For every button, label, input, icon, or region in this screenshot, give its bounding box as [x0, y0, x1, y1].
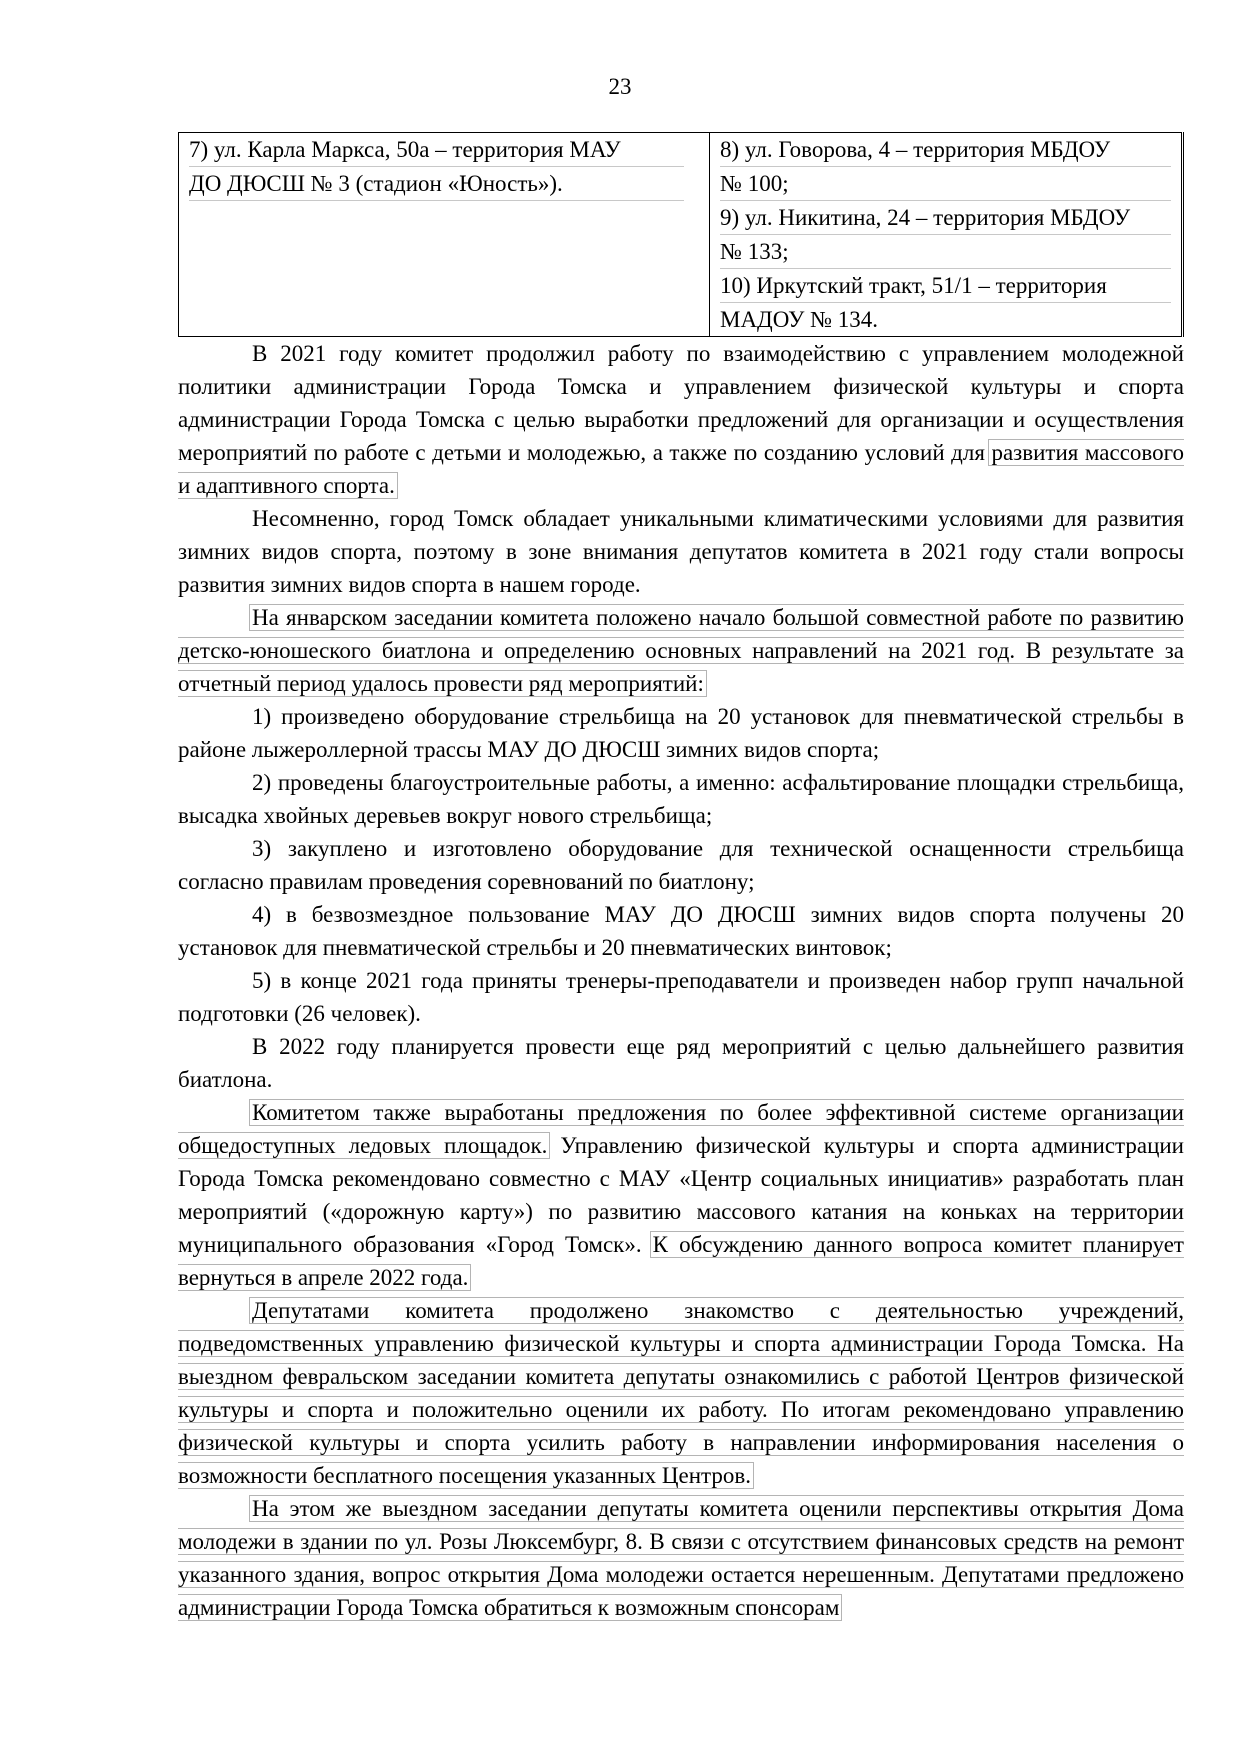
highlighted-text: На январском заседании комитета положено начало большой совместной работе по развитию детско-юношеского биатлона и определению основных направлений на 2021 год. В результате за отчетный период удалось провести ряд мероприятий: [178, 605, 1184, 696]
paragraph: В 2022 году планируется провести еще ряд мероприятий с целью дальнейшего развития биатлона. [178, 1034, 1184, 1092]
list-item: 1) произведено оборудование стрельбища на 20 установок для пневматической стрельбы в районе лыжероллерной трассы МАУ ДО ДЮСШ зимних видов спорта; [178, 704, 1184, 762]
address-table-right-cell [710, 133, 1183, 337]
address-line: 8) ул. Говорова, 4 – территория МБДОУ [720, 133, 1171, 167]
list-item: 4) в безвозмездное пользование МАУ ДО ДЮСШ зимних видов спорта получены 20 установок для пневматической стрельбы и 20 пневматических винтовок; [178, 902, 1184, 960]
address-line: МАДОУ № 134. [720, 307, 879, 332]
list-item: 3) закуплено и изготовлено оборудование для технической оснащенности стрельбища согласно правилам проведения соревнований по биатлону; [178, 836, 1184, 894]
address-line: 10) Иркутский тракт, 51/1 – территория [720, 269, 1171, 303]
address-line: ДО ДЮСШ № 3 (стадион «Юность»). [189, 167, 684, 201]
address-line: 9) ул. Никитина, 24 – территория МБДОУ [720, 201, 1171, 235]
highlighted-text: На этом же выездном заседании депутаты комитета оценили перспективы открытия Дома молодежи в здании по ул. Розы Люксембург, 8. В связи с отсутствием финансовых средств на ремонт указанного здания, вопрос открытия Дома молодежи остается нерешенным. Депутатами предложено администрации Города Томска обратиться к возможным спонсорам [178, 1496, 1184, 1620]
highlighted-text: развития массового и адаптивного спорта. [178, 440, 1184, 498]
address-line: № 133; [720, 235, 1171, 269]
address-line: 7) ул. Карла Маркса, 50а – территория МАУ [189, 133, 684, 167]
highlighted-text: Комитетом также выработаны предложения по более эффективной системе организации общедоступных ледовых площадок. [178, 1100, 1184, 1158]
paragraph-text: Управлению физической культуры и спорта администрации Города Томска рекомендовано совместно с МАУ «Центр социальных инициатив» разработать план мероприятий («дорожную карту») по развитию массового катания на коньках на территории муниципального образования «Город Томск». [178, 1133, 1184, 1257]
address-table [178, 132, 1184, 337]
paragraph [178, 601, 1184, 700]
address-table-left-cell [179, 133, 710, 337]
list-item: 5) в конце 2021 года приняты тренеры-преподаватели и произведен набор групп начальной подготовки (26 человек). [178, 968, 1184, 1026]
paragraph-text: В 2021 году комитет продолжил работу по взаимодействию с управлением молодежной политики администрации Города Томска и управлением физической культуры и спорта администрации Города Томска с целью выработки предложений для организации и осуществления мероприятий по работе с детьми и молодежью, а также по созданию условий для [178, 341, 1184, 465]
paragraph [178, 337, 1184, 502]
page-number: 23 [608, 74, 632, 99]
address-line: № 100; [720, 167, 1171, 201]
highlighted-text: Депутатами комитета продолжено знакомство с деятельностью учреждений, подведомственных управлению физической культуры и спорта администрации Города Томска. На выездном февральском заседании комитета депутаты ознакомились с работой Центров физической культуры и спорта и положительно оценили их работу. По итогам рекомендовано управлению физической культуры и спорта усилить работу в направлении информирования населения о возможности бесплатного посещения указанных Центров. [178, 1298, 1184, 1488]
paragraph [178, 1096, 1184, 1294]
paragraph [178, 1294, 1184, 1492]
paragraph: Несомненно, город Томск обладает уникальными климатическими условиями для развития зимних видов спорта, поэтому в зоне внимания депутатов комитета в 2021 году стали вопросы развития зимних видов спорта в нашем городе. [178, 506, 1184, 597]
list-item: 2) проведены благоустроительные работы, а именно: асфальтирование площадки стрельбища, высадка хвойных деревьев вокруг нового стрельбища; [178, 770, 1184, 828]
paragraph [178, 1492, 1184, 1624]
document-body [178, 132, 1184, 1624]
highlighted-text: К обсуждению данного вопроса комитет планирует вернуться в апреле 2022 года. [178, 1232, 1184, 1290]
